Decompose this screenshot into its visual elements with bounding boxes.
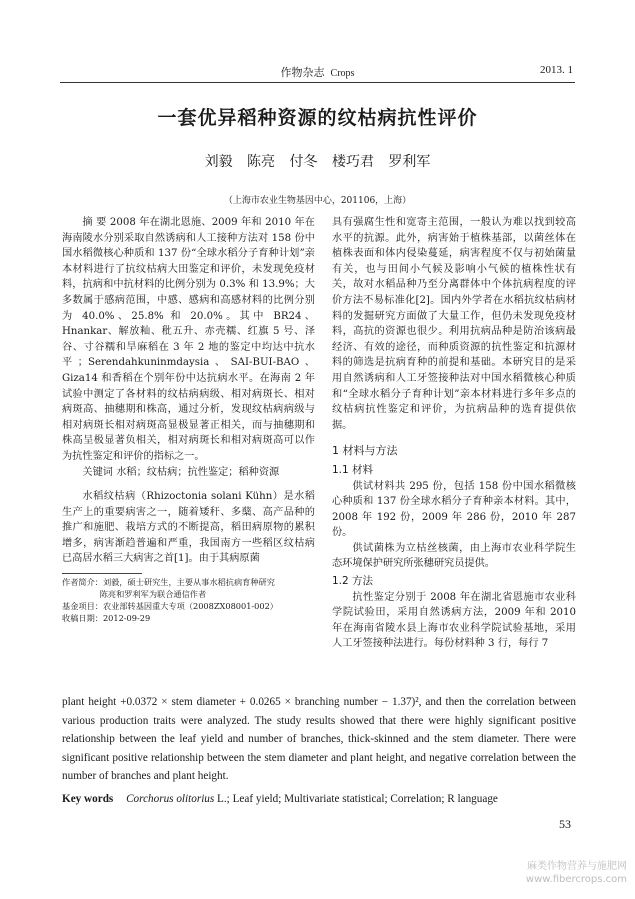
footnote-label: 作者简介：: [62, 577, 103, 588]
footnote-fund: [62, 600, 315, 612]
subsection-materials: 1.1 材料: [332, 463, 374, 476]
english-abstract-text: plant height +0.0372 × stem diameter + 0.0265 × branching number − 1.37)², and then the correlation between various production traits were analyzed. The study results showed that there were highly significant positive relationship between the leaf yield and number of branches, thick-skinned and the stem diameter. There were significant positive relationship between the stem diameter and plant height, and negative correlation between the number of branches and plant height.: [62, 696, 576, 783]
footnote-corresponding: 陈亮和罗利军为联合通信作者: [99, 589, 207, 600]
intro-paragraph-1: 水稻纹枯病（Rhizoctonia solani Kühn）是水稻生产上的重要病害之一，随着矮秆、多蘖、高产品种的推广和施肥、栽培方式的不断提高，稻田病原物的累积增多，病害渐趋普遍和严重，我国南方一些稻区纹枯病已高居水稻三大病害之首[1]。由于其病原菌: [62, 491, 315, 565]
materials-text: 供试材料共 295 份，包括 158 份中国水稻微核心种质和 137 份全球水稻分子育种亲本材料。其中，2008 年 192 份，2009 年 286 份，2010 年 287 份。: [332, 480, 576, 539]
pathogen-text: 供试菌株为立枯丝核菌，由上海市农业科学院生态环境保护研究所张穗研究员提供。: [332, 542, 576, 570]
cn-keywords: [82, 465, 315, 481]
abstract: [62, 215, 315, 465]
watermark-line-1: 麻类作物营养与施肥网: [527, 861, 627, 872]
english-keywords-text: L.; Leaf yield; Multivariate statistical; Correlation; R language: [217, 792, 498, 805]
footnote-text: 2012-09-29: [102, 613, 151, 624]
abstract-text: 2008 年在湖北恩施、2009 年和 2010 年在海南陵水分别采取自然诱病和人工接种方法对 158 份中国水稻微核心种质和 137 份“全球水稻分子育种计划”亲本材料进行了抗纹枯病大田鉴定和评价，未发现免疫材料，抗病和中抗材料的比例分别为 0.3% 和 13.9%；大多数属于感病范围，中感、感病和高感材料的比例分别为 40.0%、25.8% 和 20.0%。其中 BR24、Hnankar、解放籼、秕五升、赤壳糯、红旗 5 号、泽谷、寸谷糯和旱麻稻在 3 年 2 地的鉴定中均达中抗水平；Serendahkuninmdaysia、SAI-BUI-BAO、Giza14 和香稻在个别年份中达抗病水平。在海南 2 年试验中测定了各材料的纹枯病病级、相对病斑长、相对病斑高、抽穗期和株高，通过分析，发现纹枯病病级与相对病斑长相对病斑高显极显著正相关，而与抽穗期和株高呈极显著负相关，相对病斑长和相对病斑高可以作为抗性鉴定和评价的指标之一。: [62, 217, 315, 462]
cn-keywords-label: 关键词: [82, 466, 113, 478]
method-text: 抗性鉴定分别于 2008 年在湖北省恩施市农业科学院试验田，采用自然诱病方法，2009 年和 2010 年在海南省陵水县上海市农业科学院试验基地，采用人工牙签接种法进行。每份材料种 3 行，每行 7: [332, 591, 576, 650]
author-list: 刘毅 陈亮 付冬 楼巧君 罗利军: [204, 154, 431, 170]
footnote-label: 基金项目：: [62, 601, 103, 612]
watermark-line-2: www.fibercrops.com: [525, 874, 627, 885]
affiliation: （上海市农业生物基因中心，201106，上海）: [223, 196, 412, 206]
footnote-received: [62, 612, 315, 624]
abstract-label: 摘 要: [82, 217, 107, 228]
cn-keywords-text: 水稻；纹枯病；抗性鉴定；稻种资源: [116, 466, 280, 478]
journal-name-cn: 作物杂志: [280, 66, 325, 79]
english-abstract: [62, 693, 576, 809]
journal-name-en: Crops: [330, 68, 355, 79]
footnote-author-info: [62, 576, 315, 588]
article-title: 一套优异稻种资源的纹枯病抗性评价: [157, 107, 478, 129]
footnote-label: 收稿日期：: [62, 613, 103, 624]
english-keywords-label: Key words: [62, 792, 114, 805]
subsection-methods: 1.2 方法: [332, 575, 374, 588]
page-number: 53: [559, 817, 571, 831]
left-column: [62, 215, 315, 624]
english-keywords: [62, 790, 576, 809]
footnotes: [62, 576, 315, 624]
right-column: [332, 215, 576, 652]
footnote-rule: [62, 573, 142, 574]
footnote-text: 刘毅，硕士研究生，主要从事水稻抗病育种研究: [102, 577, 275, 588]
watermark: [526, 860, 627, 886]
section-title: 1 材料与方法: [332, 444, 398, 458]
issue-number: 2013. 1: [540, 64, 573, 76]
header-rule: [60, 82, 575, 83]
footnote-text: 农业部转基因重大专项（2008ZX08001-002）: [102, 601, 278, 612]
intro-paragraph-2: 具有强腐生性和宽寄主范围，一般认为难以找到较高水平的抗源。此外，病害始于植株基部，以菌丝体在植株表面和体内侵染蔓延，病害程度不仅与初始菌量有关，也与田间小气候及影响小气候的植株性状有关，故对水稻品种乃至分离群体中个体抗病程度的评价方法不易标准化[2]。国内外学者在水稻抗纹枯病材料的发掘研究方面做了大量工作，但仍未发现免疫材料，高抗的资源也很少。利用抗病品种是防治该病最经济、有效的途径，而种质资源的抗性鉴定和抗源材料的筛选是抗病育种的前提和基础。本研究目的是采用自然诱病和人工牙签接种法对中国水稻微核心种质和“全球水稻分子育种计划”亲本材料进行多年多点的纹枯病抗性鉴定和评价，为抗病品种的选育提供依据。: [332, 217, 576, 431]
english-keywords-species: Corchorus olitorius: [126, 792, 215, 805]
